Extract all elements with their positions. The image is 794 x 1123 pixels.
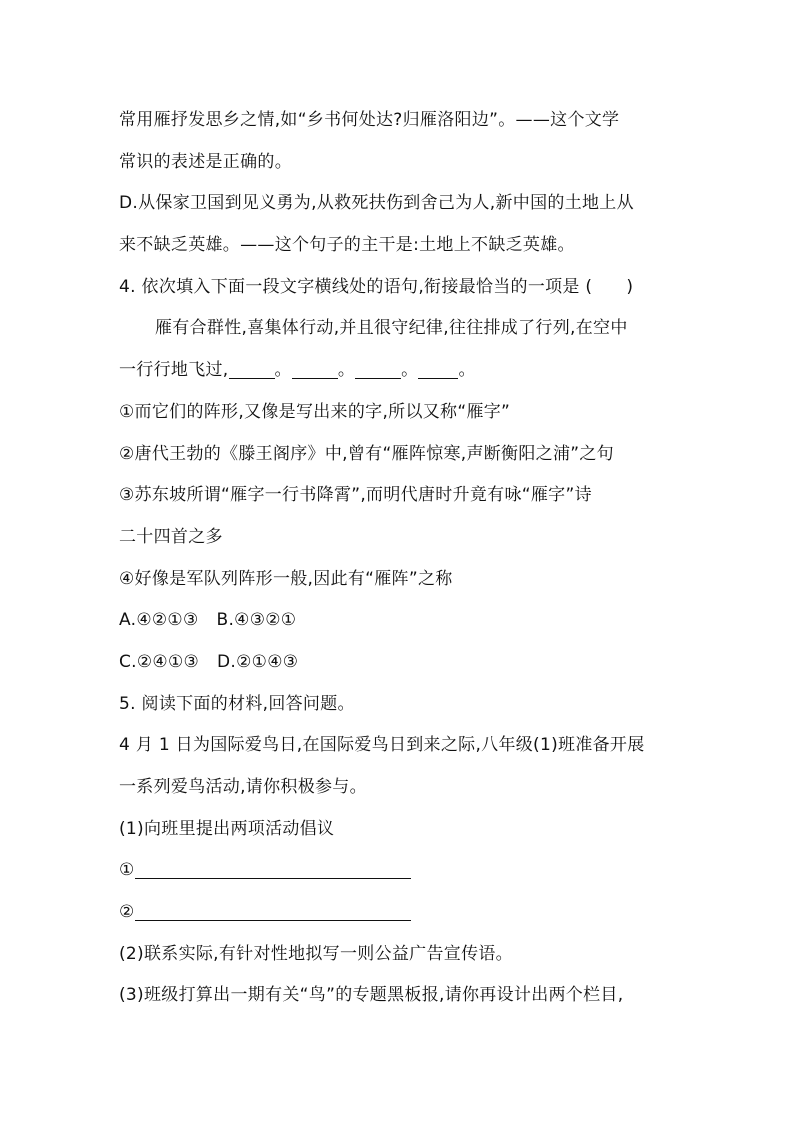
question-5-material: 4 月 1 日为国际爱鸟日,在国际爱鸟日到来之际,八年级(1)班准备开展: [119, 735, 645, 756]
text-line: 常识的表述是正确的。: [119, 151, 292, 172]
option-a[interactable]: A.④②①③: [119, 610, 199, 631]
text-line: 常用雁抒发思乡之情,如“乡书何处达?归雁洛阳边”。——这个文学: [119, 110, 620, 130]
answer-label: ①: [119, 860, 135, 881]
fill-blank[interactable]: [229, 358, 275, 379]
option-d[interactable]: D.②①④③: [217, 651, 299, 672]
fill-blank[interactable]: [355, 358, 401, 379]
blank-separator: 。: [401, 360, 419, 381]
question-4-stem-text: 4. 依次填入下面一段文字横线处的语句,衔接最恰当的一项是 (: [119, 276, 593, 297]
answer-blank[interactable]: [135, 900, 411, 921]
paragraph-prefix: 一行行地飞过,: [119, 360, 229, 381]
fill-blank[interactable]: [418, 358, 458, 379]
blank-separator: 。: [458, 360, 476, 381]
question-4-options-row: [119, 600, 679, 642]
question-5-sub-2: (2)联系实际,有针对性地拟写一则公益广告宣传语。: [119, 943, 513, 964]
blank-separator: 。: [274, 360, 292, 381]
answer-line-1: [119, 850, 679, 892]
question-5-sub-1: (1)向班里提出两项活动倡议: [119, 818, 335, 839]
answer-blank[interactable]: [135, 858, 411, 879]
question-4-stem: [119, 267, 679, 309]
question-4-item: 二十四首之多: [119, 526, 223, 547]
question-4-item: ④好像是军队列阵形一般,因此有“雁阵”之称: [119, 568, 453, 589]
question-5-stem: 5. 阅读下面的材料,回答问题。: [119, 693, 355, 714]
question-4-options-row: [119, 642, 679, 684]
question-5-sub-3: (3)班级打算出一期有关“鸟”的专题黑板报,请你再设计出两个栏目,: [119, 985, 624, 1006]
answer-line-2: [119, 892, 679, 934]
question-4-paragraph-line: [119, 350, 679, 392]
fill-blank[interactable]: [292, 358, 338, 379]
text-line: 来不缺乏英雄。——这个句子的主干是:土地上不缺乏英雄。: [119, 235, 575, 256]
question-4-paren-close: ): [626, 276, 634, 297]
question-5-material: 一系列爱鸟活动,请你积极参与。: [119, 777, 367, 797]
option-c[interactable]: C.②④①③: [119, 651, 200, 672]
question-4-item: ②唐代王勃的《滕王阁序》中,曾有“雁阵惊寒,声断衡阳之浦”之句: [119, 443, 614, 464]
question-4-item: ③苏东坡所谓“雁字一行书降霄”,而明代唐时升竟有咏“雁字”诗: [119, 485, 592, 506]
document-page: [119, 100, 679, 1017]
text-line: D.从保家卫国到见义勇为,从救死扶伤到舍己为人,新中国的土地上从: [119, 193, 634, 214]
option-b[interactable]: B.④③②①: [216, 610, 297, 631]
answer-label: ②: [119, 902, 135, 923]
question-4-paragraph-line: 雁有合群性,喜集体行动,并且很守纪律,往往排成了行列,在空中: [155, 318, 628, 339]
question-4-item: ①而它们的阵形,又像是写出来的字,所以又称“雁字”: [119, 401, 511, 422]
blank-separator: 。: [337, 360, 356, 381]
